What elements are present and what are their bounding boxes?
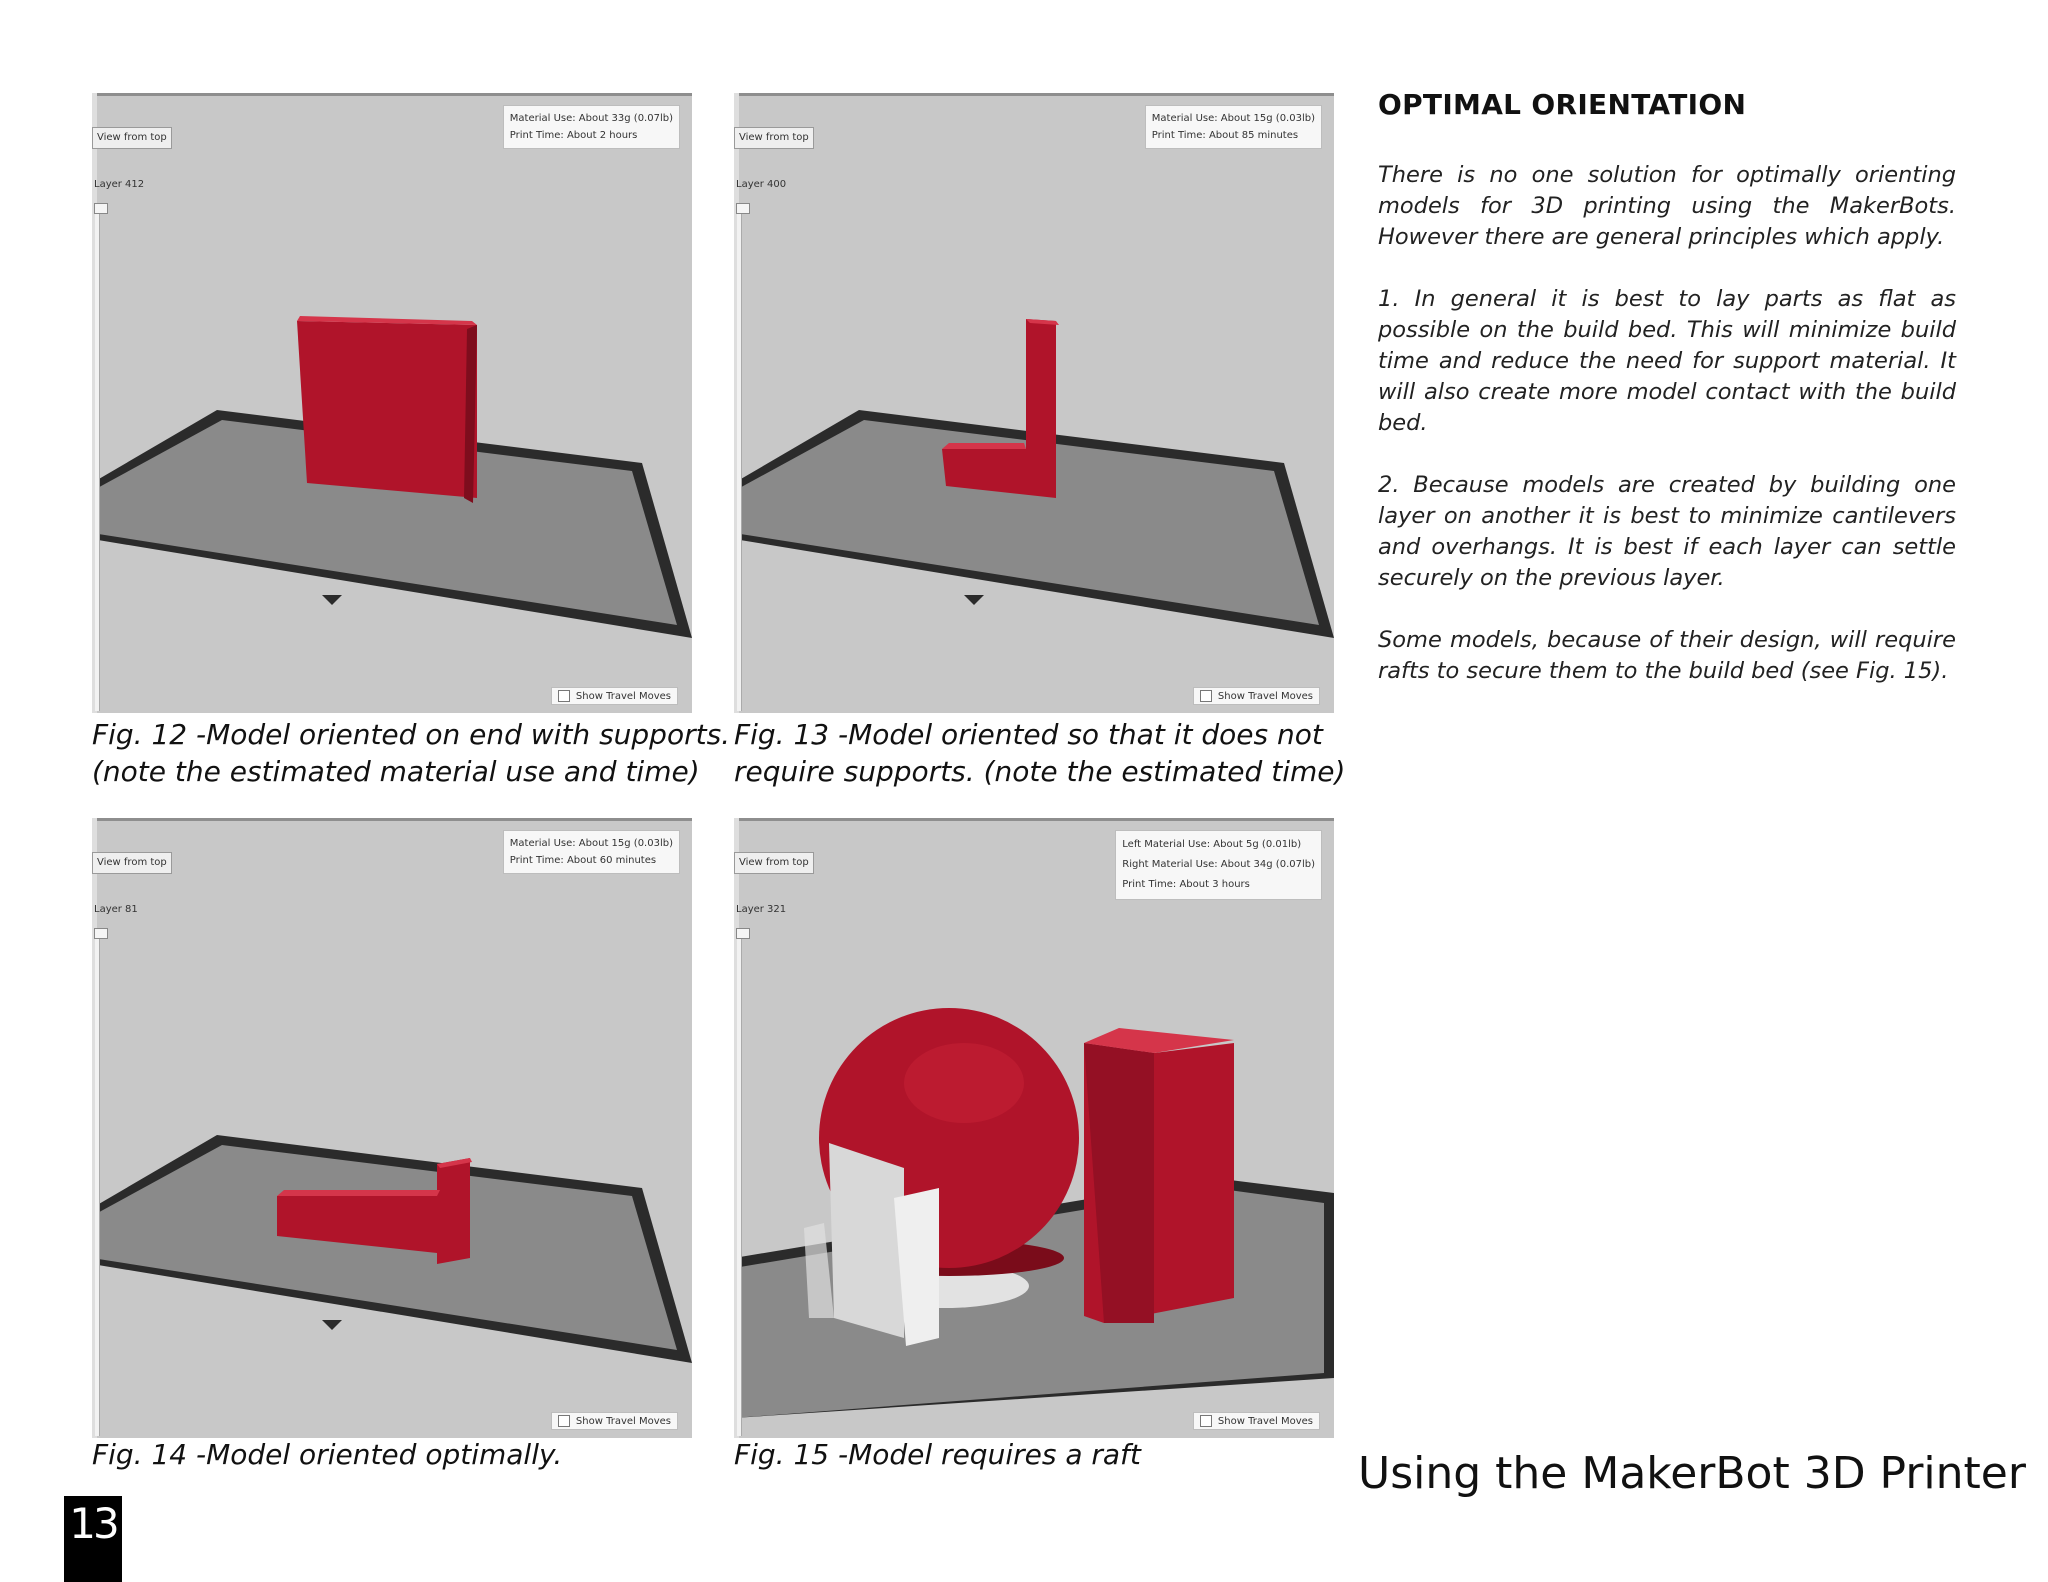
checkbox-icon [1200, 1415, 1212, 1427]
show-travel-moves-checkbox[interactable] [551, 687, 678, 705]
figure-13-caption [734, 716, 1345, 790]
material-use-text: Material Use: About 15g (0.03lb) [1151, 113, 1315, 124]
figure-14-viewport [92, 818, 692, 1438]
show-travel-moves-checkbox[interactable] [1193, 1412, 1320, 1430]
print-estimate-panel [1145, 105, 1322, 149]
paragraph-intro: There is no one solution for optimally orienting models for 3D printing using the MakerBots. However there are general principles which apply. [1378, 162, 1956, 250]
layer-slider-track[interactable] [737, 936, 742, 1436]
travel-moves-label: Show Travel Moves [575, 690, 671, 702]
show-travel-moves-checkbox[interactable] [1193, 687, 1320, 705]
view-from-top-button[interactable]: View from top [92, 127, 172, 149]
layer-slider-handle[interactable] [94, 203, 108, 214]
page-number: 13 [64, 1496, 122, 1582]
print-time-text: Print Time: About 3 hours [1122, 879, 1250, 890]
print-time-text: Print Time: About 85 minutes [1151, 130, 1299, 141]
figure-12-caption [92, 716, 730, 790]
checkbox-icon [558, 1415, 570, 1427]
figure-15-caption [734, 1436, 1141, 1473]
show-travel-moves-checkbox[interactable] [551, 1412, 678, 1430]
caption-line: require supports. (note the estimated time) [734, 755, 1346, 788]
checkbox-icon [1200, 690, 1212, 702]
material-use-text: Material Use: About 15g (0.03lb) [509, 838, 673, 849]
caption-line: Fig. 12 -Model oriented on end with supports. [92, 718, 731, 751]
layer-slider-track[interactable] [95, 936, 100, 1436]
section-heading: OPTIMAL ORIENTATION [1378, 88, 1747, 121]
caption-line: Fig. 15 -Model requires a raft [734, 1438, 1141, 1471]
document-title: Using the MakerBot 3D Printer [1358, 1448, 2026, 1499]
caption-line: Fig. 14 -Model oriented optimally. [92, 1438, 563, 1471]
layer-label: Layer 321 [736, 904, 787, 915]
figure-15-viewport [734, 818, 1334, 1438]
layer-slider-handle[interactable] [94, 928, 108, 939]
figure-12-render [92, 93, 692, 713]
figure-15-render [734, 818, 1334, 1438]
travel-moves-label: Show Travel Moves [1217, 690, 1313, 702]
figure-14-caption [92, 1436, 562, 1473]
layer-label: Layer 81 [94, 904, 138, 915]
caption-line: (note the estimated material use and time) [92, 755, 700, 788]
layer-slider-track[interactable] [737, 211, 742, 711]
figure-14-render [92, 818, 692, 1438]
figure-13-render [734, 93, 1334, 713]
paragraph-rafts: Some models, because of their design, will require rafts to secure them to the build bed (see Fig. 15). [1378, 627, 1956, 684]
print-estimate-panel [1115, 830, 1322, 900]
layer-slider-track[interactable] [95, 211, 100, 711]
left-material-use-text: Left Material Use: About 5g (0.01lb) [1122, 839, 1302, 850]
layer-label: Layer 412 [94, 179, 145, 190]
print-time-text: Print Time: About 60 minutes [509, 855, 657, 866]
vertical-plate-model [297, 321, 477, 498]
print-time-text: Print Time: About 2 hours [509, 130, 638, 141]
view-from-top-button[interactable]: View from top [734, 852, 814, 874]
figure-13-viewport [734, 93, 1334, 713]
right-material-use-text: Right Material Use: About 34g (0.07lb) [1122, 859, 1315, 870]
view-from-top-button[interactable]: View from top [734, 127, 814, 149]
layer-slider-handle[interactable] [736, 203, 750, 214]
left-support-wall [829, 1143, 904, 1338]
l-shape-model [942, 319, 1056, 498]
print-estimate-panel [503, 105, 680, 149]
caption-line: Fig. 13 -Model oriented so that it does not [734, 718, 1323, 751]
view-from-top-button[interactable]: View from top [92, 852, 172, 874]
print-estimate-panel [503, 830, 680, 874]
travel-moves-label: Show Travel Moves [1217, 1415, 1313, 1427]
layer-label: Layer 400 [736, 179, 787, 190]
checkbox-icon [558, 690, 570, 702]
material-use-text: Material Use: About 33g (0.07lb) [509, 113, 673, 124]
layer-slider-handle[interactable] [736, 928, 750, 939]
paragraph-principle-2: 2. Because models are created by building one layer on another it is best to minimize cantilevers and overhangs. It is best if each layer can settle securely on the previous layer. [1378, 472, 1956, 591]
figure-12-viewport [92, 93, 692, 713]
article-body [1378, 160, 1956, 718]
travel-moves-label: Show Travel Moves [575, 1415, 671, 1427]
paragraph-principle-1: 1. In general it is best to lay parts as flat as possible on the build bed. This will minimize build time and reduce the need for support material. It will also create more model contact with the build bed. [1378, 286, 1956, 436]
